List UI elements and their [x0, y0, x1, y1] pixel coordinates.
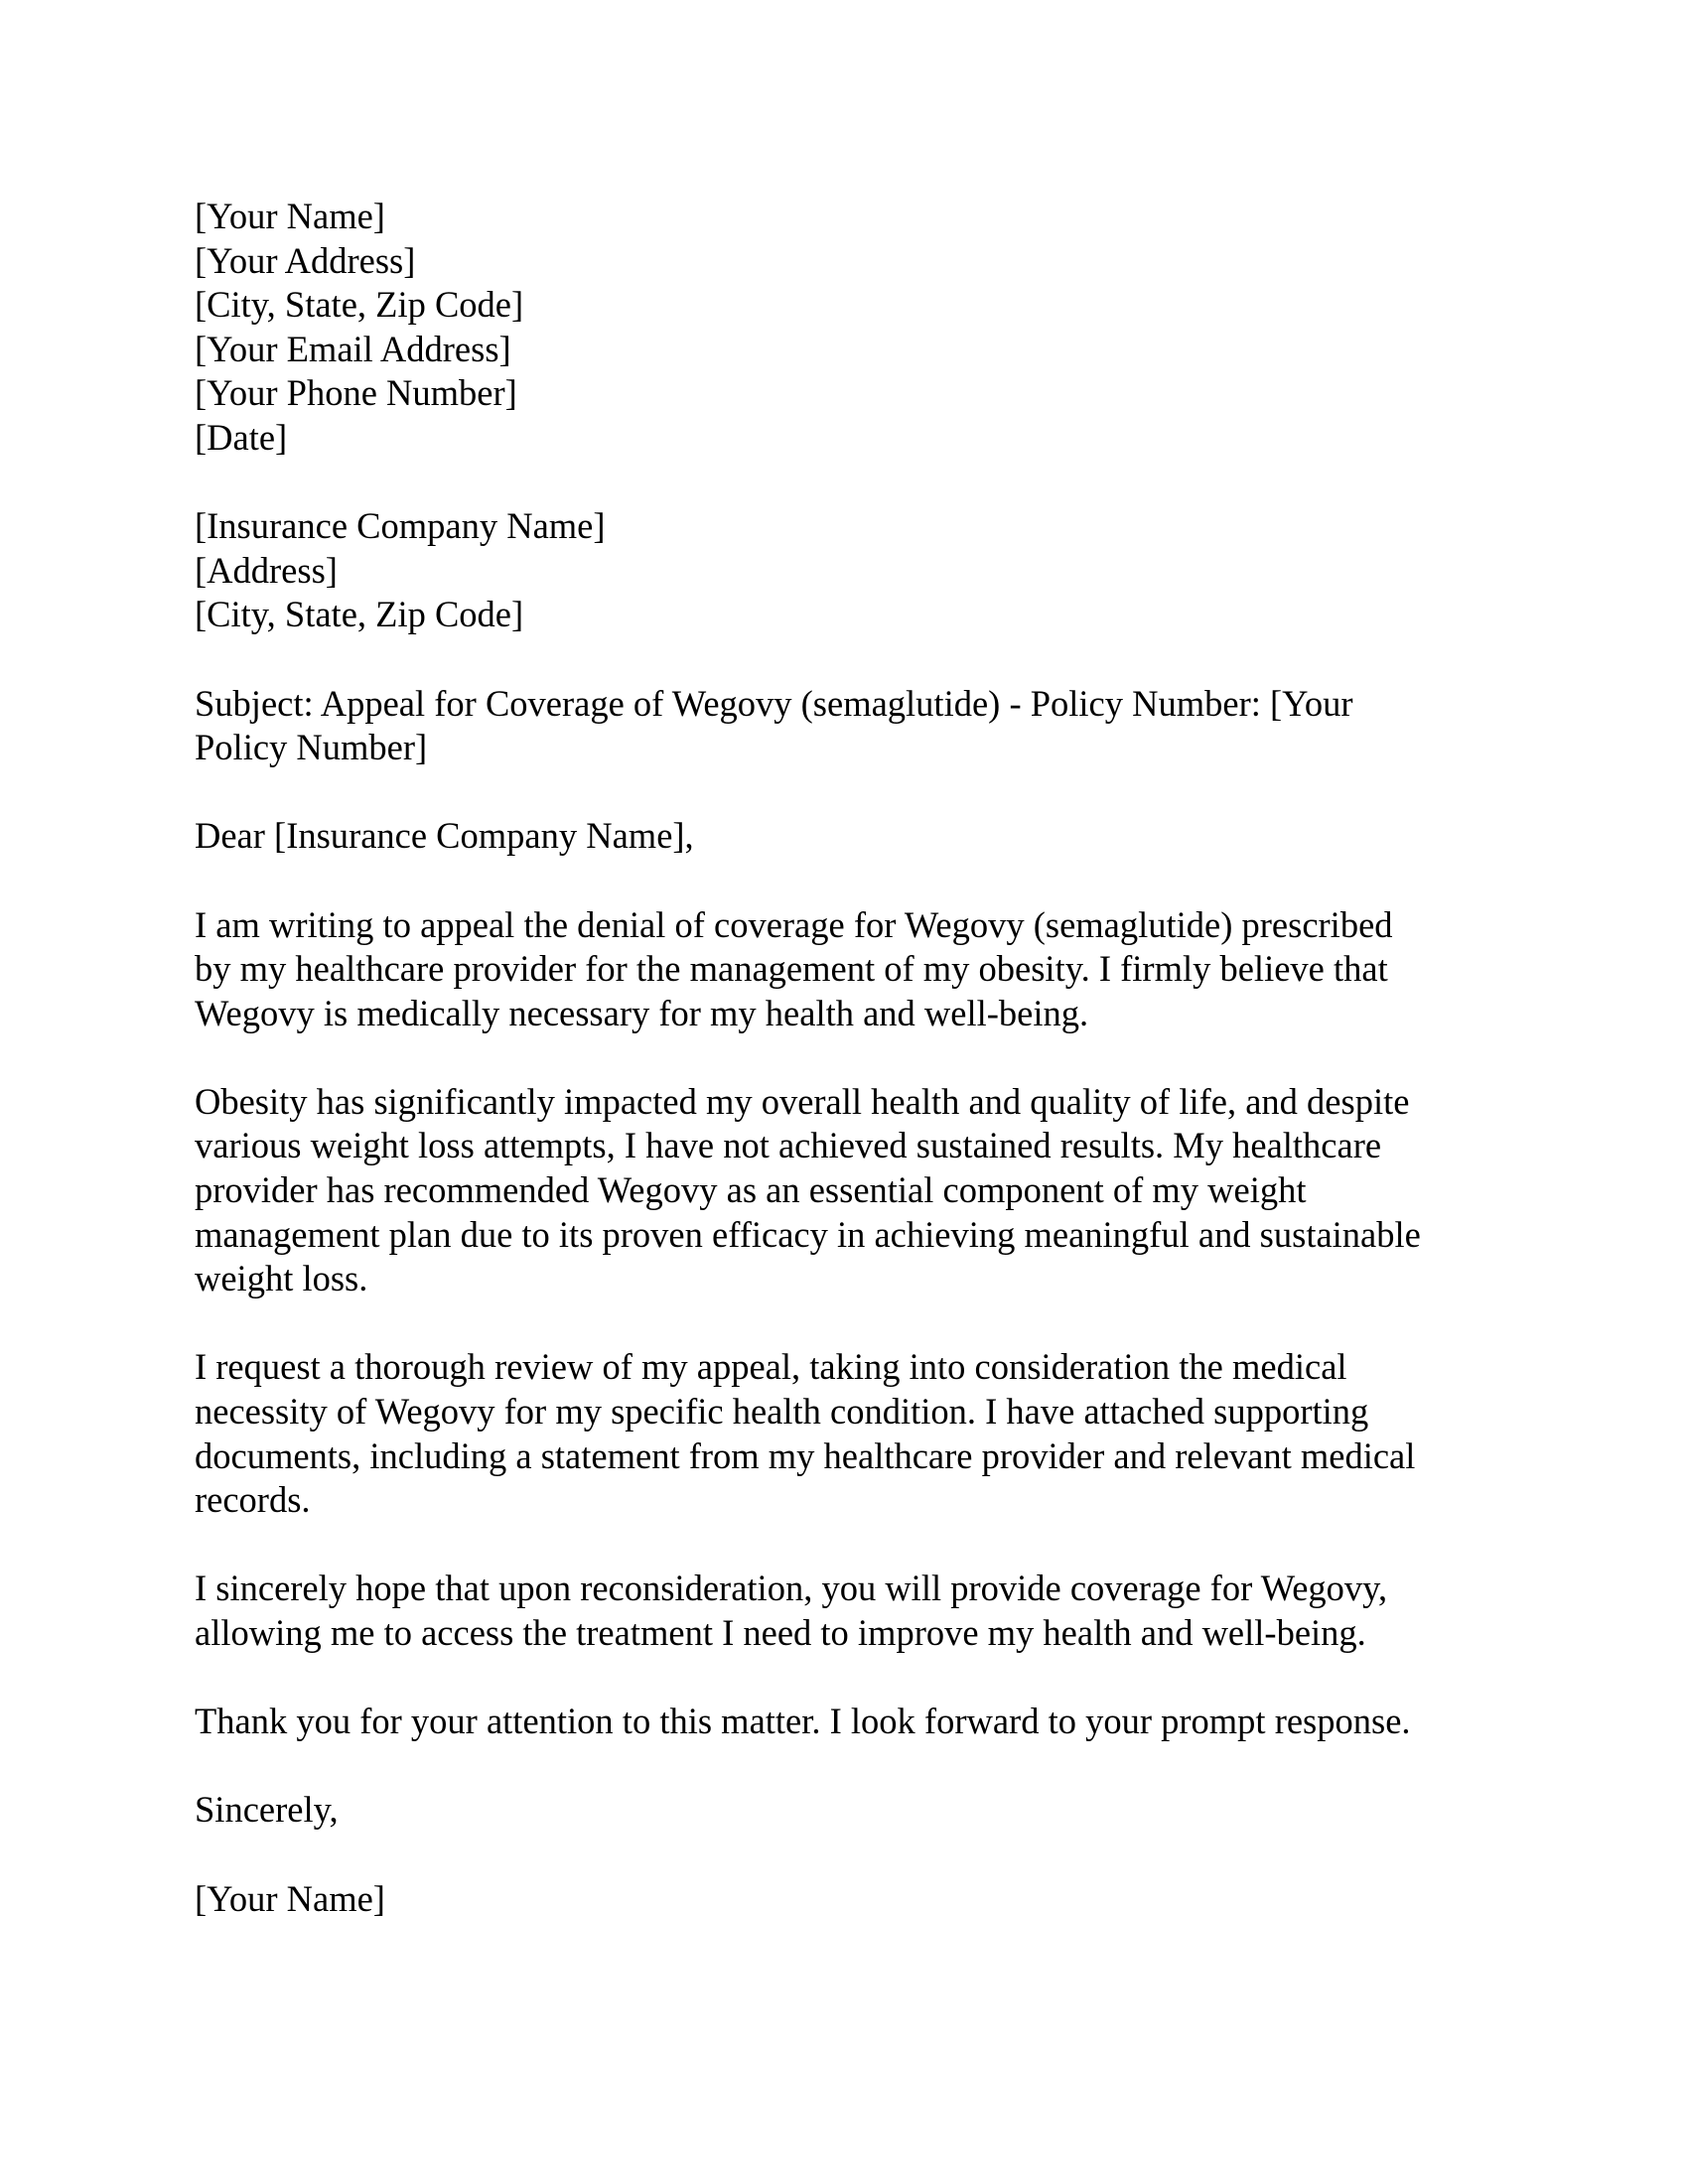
- closing-text: Sincerely,: [195, 1789, 339, 1831]
- body-line: I request a thorough review of my appeal, taking into consideration the medical: [195, 1346, 1347, 1388]
- letter-date: [Date]: [195, 416, 288, 458]
- body-line: by my healthcare provider for the management of my obesity. I firmly believe that: [195, 948, 1388, 990]
- body-line: records.: [195, 1479, 311, 1521]
- body-line: I sincerely hope that upon reconsideration, you will provide coverage for Wegovy,: [195, 1568, 1388, 1609]
- signature-name: [Your Name]: [195, 1877, 385, 1919]
- body-line: necessity of Wegovy for my specific health condition. I have attached supporting: [195, 1391, 1369, 1433]
- body-line: allowing me to access the treatment I need to improve my health and well-being.: [195, 1612, 1366, 1653]
- sender-city-state-zip: [City, State, Zip Code]: [195, 284, 524, 326]
- signature: [195, 1877, 1515, 1922]
- body-line: Obesity has significantly impacted my overall health and quality of life, and despite: [195, 1080, 1410, 1122]
- body-paragraph-1: [195, 903, 1515, 1036]
- body-line: Wegovy is medically necessary for my health and well-being.: [195, 992, 1089, 1033]
- body-line: Thank you for your attention to this matter. I look forward to your prompt response.: [195, 1701, 1411, 1742]
- body-paragraph-4: [195, 1567, 1515, 1655]
- subject-line-2: Policy Number]: [195, 727, 428, 768]
- sender-phone: [Your Phone Number]: [195, 372, 517, 414]
- body-line: provider has recommended Wegovy as an essential component of my weight: [195, 1169, 1307, 1211]
- subject-line-1: Subject: Appeal for Coverage of Wegovy (semaglutide) - Policy Number: [Your: [195, 682, 1353, 724]
- body-line: various weight loss attempts, I have not achieved sustained results. My healthcare: [195, 1125, 1382, 1166]
- body-line: management plan due to its proven efficacy in achieving meaningful and sustainable: [195, 1213, 1421, 1255]
- sender-block: [195, 195, 1515, 461]
- subject-line: [195, 682, 1515, 770]
- body-line: documents, including a statement from my healthcare provider and relevant medical: [195, 1434, 1416, 1476]
- body-line: I am writing to appeal the denial of coverage for Wegovy (semaglutide) prescribed: [195, 903, 1393, 945]
- salutation-text: Dear [Insurance Company Name],: [195, 815, 694, 857]
- body-paragraph-2: [195, 1080, 1515, 1301]
- closing: [195, 1788, 1515, 1833]
- recipient-address: [Address]: [195, 549, 338, 591]
- recipient-city-state-zip: [City, State, Zip Code]: [195, 594, 524, 635]
- salutation: [195, 814, 1515, 859]
- body-line: weight loss.: [195, 1258, 368, 1299]
- sender-address: [Your Address]: [195, 239, 416, 281]
- appeal-letter: [195, 195, 1515, 1966]
- body-paragraph-3: [195, 1345, 1515, 1522]
- sender-name: [Your Name]: [195, 196, 385, 236]
- recipient-company: [Insurance Company Name]: [195, 505, 606, 547]
- recipient-block: [195, 504, 1515, 637]
- body-paragraph-5: [195, 1700, 1515, 1744]
- sender-email: [Your Email Address]: [195, 328, 511, 369]
